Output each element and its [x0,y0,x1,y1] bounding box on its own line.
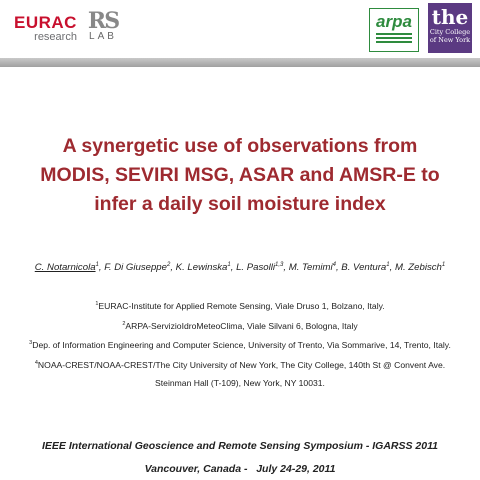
affiliation-4: $^4$NOAA-CREST/NOAA-CREST/The City University of New York, The City College, 140th St @ Convent Ave. [34,360,446,370]
eurac-logo-subtext: research [34,31,77,43]
header-logos [0,0,480,60]
title-line-1: A synergetic use of observations from [62,135,418,157]
ccny-logo [428,3,472,53]
arpa-logo-lines [376,33,412,43]
conference-location: Vancouver, Canada - July 24-29, 2011 [144,463,336,475]
affiliation-2: $^2$ARPA-ServizioIdroMeteoClima, Viale Silvani 6, Bologna, Italy [122,321,358,331]
author-list: C. Notarnicola$^1$, F. Di Giuseppe$^2$, K. Lewinska$^1$, L. Pasolli$^{1,3}$, M. Temimi$^4$, B. Ventura$^1$, M. Zebisch$^1$ [34,262,446,274]
affiliation-4-address: Steinman Hall (T-109), New York, NY 10031. [155,378,325,388]
title-line-2: MODIS, SEVIRI MSG, ASAR and AMSR-E to [40,164,440,186]
title-line-3: infer a daily soil moisture index [94,193,386,215]
lab-logo-text: LAB [89,31,117,42]
author-name: M. Temimi [288,262,333,274]
header-divider-bar [0,58,480,67]
eurac-logo [14,14,77,43]
ccny-logo-the: the [431,5,469,29]
author-name: C. Notarnicola [34,262,96,274]
affiliation-1: $^1$EURAC-Institute for Applied Remote Sensing, Viale Druso 1, Bolzano, Italy. [95,301,385,311]
presentation-title [20,132,460,219]
ccny-logo-subtext: City College of New York [429,28,471,44]
author-name: F. Di Giuseppe [104,262,167,274]
arpa-logo-text: arpa [376,12,412,31]
affiliation-3: $^3$Dep. of Information Engineering and Computer Science, University of Trento, Via Sommarive, 14, Trento, Italy. [29,340,451,350]
author-name: L. Pasolli [236,262,276,274]
arpa-logo [369,8,419,52]
eurac-logo-text: EURAC [14,13,77,32]
rs-logo-text: RS [87,8,119,34]
rs-lab-logo [83,10,123,42]
author-name: B. Ventura [341,262,387,274]
author-name: K. Lewinska [175,262,228,274]
author-name: M. Zebisch [394,262,442,274]
conference-name: IEEE International Geoscience and Remote Sensing Symposium - IGARSS 2011 [41,440,438,452]
